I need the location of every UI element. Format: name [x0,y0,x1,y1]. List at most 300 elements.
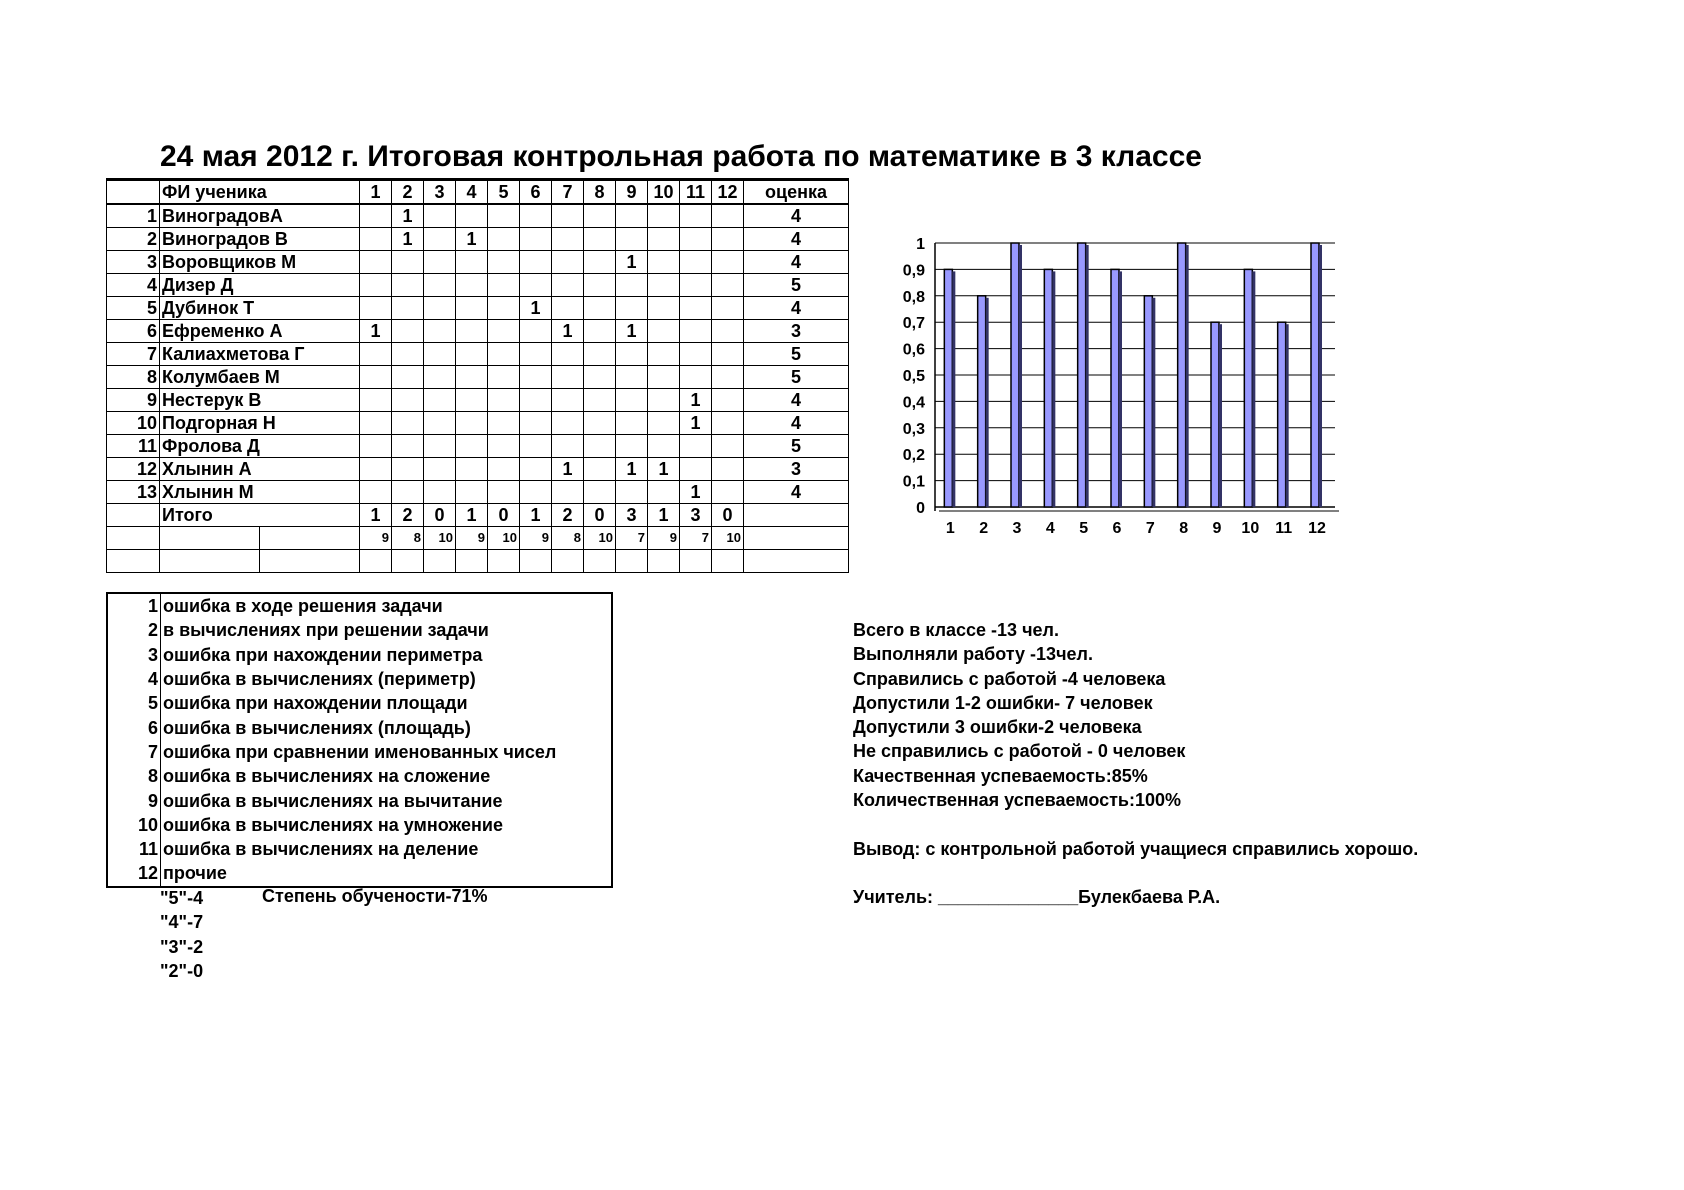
y-tick-label: 0,5 [902,368,925,385]
legend-item [107,764,612,788]
grade-2-count: "2"-0 [160,960,204,981]
bar-side [1152,298,1155,507]
header-grade-cell: оценка [744,180,849,205]
legend-item [107,593,612,618]
row-number: 2 [107,228,160,251]
row-number: 5 [107,297,160,320]
header-col-1: 1 [360,180,392,205]
y-tick-label: 0,6 [902,341,925,359]
error-mark [360,458,392,481]
legend-number: 10 [107,813,161,837]
legend-item [107,667,612,691]
teacher-signature: Учитель: ______________Булекбаева Р.А. [853,887,1221,908]
x-tick-label: 6 [1112,520,1122,537]
x-tick-label: 3 [1012,520,1022,537]
header-col-9: 9 [616,180,648,205]
error-mark [680,228,712,251]
bar [1311,243,1319,507]
student-grade: 5 [744,435,849,458]
error-mark [584,389,616,412]
error-mark [648,274,680,297]
error-mark [712,251,744,274]
error-mark: 1 [392,204,424,228]
page-title: 24 мая 2012 г. Итоговая контрольная работа по математике в 3 классе [160,140,1202,173]
error-mark [616,204,648,228]
total-value: 2 [392,504,424,527]
error-mark: 1 [552,320,584,343]
student-name: Фролова Д [160,435,360,458]
bar-side [1019,245,1022,507]
error-mark [488,435,520,458]
correct-grade-cell [744,527,849,550]
correct-value: 9 [360,527,392,550]
error-mark [712,412,744,435]
error-mark [424,481,456,504]
legend-item [107,861,612,886]
error-mark [392,343,424,366]
summary-stats [853,618,1418,910]
legend-number: 8 [107,764,161,788]
header-col-4: 4 [456,180,488,205]
row-number: 10 [107,412,160,435]
correct-value: 10 [424,527,456,550]
error-mark [392,274,424,297]
error-mark [616,389,648,412]
bar-side [986,298,989,507]
y-tick-label: 0,9 [902,262,925,280]
stat-quantity: Количественная успеваемость:100% [853,790,1182,811]
error-mark [520,458,552,481]
bar-side [1252,271,1255,507]
empty-cell [392,550,424,573]
error-mark [520,228,552,251]
error-mark [456,458,488,481]
legend-number: 5 [107,691,161,715]
totals-num-cell [107,504,160,527]
bar-chart [880,225,1350,545]
y-tick-label: 0,8 [902,288,925,306]
error-mark [488,366,520,389]
stat-3-errors: Допустили 3 ошибки-2 человека [853,717,1142,738]
error-mark [488,228,520,251]
bar-side [1086,245,1089,507]
correct-value: 9 [648,527,680,550]
error-mark: 1 [552,458,584,481]
correct-value: 7 [616,527,648,550]
student-name: ВиноградовА [160,204,360,228]
total-value: 1 [360,504,392,527]
legend-text: ошибка в вычислениях на сложение [163,766,491,787]
row-number: 11 [107,435,160,458]
correct-name2-cell [260,527,360,550]
error-mark: 1 [520,297,552,320]
empty-cell [107,550,160,573]
stat-spacer [853,812,1418,836]
error-mark [584,435,616,458]
error-mark [680,297,712,320]
table-row [107,458,849,481]
error-mark [648,435,680,458]
bar-side [1219,324,1222,507]
error-mark [488,320,520,343]
total-value: 2 [552,504,584,527]
x-tick-label: 11 [1275,520,1293,537]
legend-number: 6 [107,715,161,739]
error-mark [712,481,744,504]
legend-text: ошибка при сравнении именованных чисел [163,741,557,762]
stat-passed: Справились с работой -4 человека [853,668,1166,689]
empty-cell [520,550,552,573]
student-grade: 4 [744,204,849,228]
x-tick-label: 4 [1045,520,1055,537]
empty-cell [424,550,456,573]
bar [944,269,952,507]
error-mark [680,366,712,389]
error-mark [616,343,648,366]
error-mark [360,343,392,366]
error-mark [712,274,744,297]
error-mark [680,204,712,228]
error-mark [360,435,392,458]
error-mark [456,389,488,412]
error-mark: 1 [680,412,712,435]
error-mark [552,274,584,297]
x-tick-label: 10 [1241,520,1260,537]
header-col-12: 12 [712,180,744,205]
header-col-6: 6 [520,180,552,205]
header-num-cell [107,180,160,205]
error-mark [520,389,552,412]
error-mark [552,297,584,320]
header-col-3: 3 [424,180,456,205]
error-mark [648,320,680,343]
error-mark [456,366,488,389]
empty-cell [552,550,584,573]
error-mark [360,228,392,251]
error-mark [392,251,424,274]
error-mark: 1 [616,458,648,481]
legend-text: прочие [163,863,227,884]
error-mark [616,481,648,504]
error-mark [360,366,392,389]
error-mark [584,343,616,366]
error-mark [712,458,744,481]
error-mark [392,435,424,458]
empty-cell [712,550,744,573]
error-mark [712,366,744,389]
header-col-11: 11 [680,180,712,205]
error-mark [392,412,424,435]
row-number: 9 [107,389,160,412]
x-tick-label: 7 [1145,520,1155,537]
error-mark [360,481,392,504]
error-mark [552,435,584,458]
error-mark [392,366,424,389]
error-mark: 1 [648,458,680,481]
header-col-7: 7 [552,180,584,205]
stat-spacer-2 [853,861,1418,885]
bar [1078,243,1086,507]
error-mark [488,481,520,504]
error-mark [680,458,712,481]
total-value: 0 [488,504,520,527]
row-number: 1 [107,204,160,228]
table-row [107,343,849,366]
error-mark [488,204,520,228]
student-grade: 3 [744,458,849,481]
correct-value: 8 [552,527,584,550]
error-mark [648,228,680,251]
bar [1211,322,1219,507]
legend-number: 12 [107,861,161,886]
table-row [107,274,849,297]
legend-item [107,837,612,861]
y-tick-label: 0,1 [902,473,925,491]
y-tick-label: 0,4 [902,394,925,412]
error-mark [456,435,488,458]
conclusion: Вывод: с контрольной работой учащиеся справились хорошо. [853,838,1419,859]
correct-value: 10 [488,527,520,550]
total-value: 0 [584,504,616,527]
total-value: 1 [648,504,680,527]
student-name: Подгорная Н [160,412,360,435]
legend-text: ошибка в ходе решения задачи [163,596,443,617]
errors-table [106,178,849,573]
error-mark [360,251,392,274]
legend-item [107,691,612,715]
header-name-cell: ФИ ученика [160,180,360,205]
error-mark [488,251,520,274]
total-value: 1 [520,504,552,527]
table-row [107,251,849,274]
error-mark [584,204,616,228]
error-mark [360,274,392,297]
error-mark [456,320,488,343]
error-mark: 1 [680,481,712,504]
legend-text: ошибка при нахождении периметра [163,644,483,665]
error-mark [392,389,424,412]
student-name: Воровщиков М [160,251,360,274]
table-row [107,481,849,504]
error-mark [520,320,552,343]
student-name: Хлынин А [160,458,360,481]
error-mark [552,251,584,274]
student-name: Колумбаев М [160,366,360,389]
x-tick-label: 9 [1212,520,1222,537]
empty-row [107,550,849,573]
bar [1011,243,1019,507]
error-mark [680,320,712,343]
empty-cell [488,550,520,573]
student-grade: 4 [744,389,849,412]
error-mark [712,343,744,366]
error-mark [456,343,488,366]
error-mark [456,251,488,274]
student-name: Калиахметова Г [160,343,360,366]
correct-value: 9 [456,527,488,550]
error-mark [584,320,616,343]
table-row [107,204,849,228]
grade-5-count: "5"-4 [160,888,204,908]
error-mark [424,412,456,435]
bar [1144,296,1152,507]
error-mark [424,458,456,481]
correct-num-cell [107,527,160,550]
correct-value: 8 [392,527,424,550]
error-legend [106,592,613,888]
student-name: Виноградов В [160,228,360,251]
table-row [107,320,849,343]
error-mark [712,228,744,251]
student-grade: 4 [744,228,849,251]
error-mark [424,251,456,274]
row-number: 4 [107,274,160,297]
error-mark [488,412,520,435]
empty-cell [260,550,360,573]
stat-failed: Не справились с работой - 0 человек [853,741,1186,762]
correct-row [107,527,849,550]
bar [1178,243,1186,507]
error-mark [552,343,584,366]
error-mark [712,320,744,343]
empty-cell [648,550,680,573]
x-tick-label: 5 [1079,520,1089,537]
error-mark [424,228,456,251]
legend-text: ошибка в вычислениях (периметр) [163,669,476,690]
legend-number: 7 [107,740,161,764]
header-col-2: 2 [392,180,424,205]
student-grade: 3 [744,320,849,343]
empty-cell [616,550,648,573]
total-value: 0 [712,504,744,527]
error-mark [648,297,680,320]
error-mark [456,412,488,435]
table-row [107,228,849,251]
error-mark [360,297,392,320]
table-row [107,435,849,458]
bar-side [952,271,955,507]
error-mark [488,274,520,297]
error-mark [648,204,680,228]
correct-value: 7 [680,527,712,550]
error-mark [584,366,616,389]
error-mark [456,204,488,228]
stat-quality: Качественная успеваемость:85% [853,765,1148,786]
stat-performed: Выполняли работу -13чел. [853,644,1093,665]
total-value: 3 [680,504,712,527]
bar [1278,322,1286,507]
error-mark [392,320,424,343]
student-name: Дубинок Т [160,297,360,320]
student-grade: 5 [744,274,849,297]
error-mark [424,366,456,389]
error-mark: 1 [456,228,488,251]
bar-side [1119,271,1122,507]
error-mark [712,297,744,320]
error-mark [584,481,616,504]
header-col-5: 5 [488,180,520,205]
learning-degree: Степень обучености-71% [262,886,488,906]
totals-row [107,504,849,527]
error-mark [520,251,552,274]
error-mark [392,481,424,504]
error-mark [520,343,552,366]
error-mark [552,389,584,412]
error-mark [584,274,616,297]
total-value: 1 [456,504,488,527]
empty-cell [360,550,392,573]
row-number: 13 [107,481,160,504]
y-tick-label: 0,3 [902,420,925,438]
row-number: 12 [107,458,160,481]
student-name: Нестерук В [160,389,360,412]
error-mark [520,412,552,435]
empty-cell [160,550,260,573]
error-mark [520,274,552,297]
legend-item [107,740,612,764]
error-mark [616,435,648,458]
error-mark [488,297,520,320]
y-tick-label: 0,2 [902,447,925,465]
error-mark: 1 [392,228,424,251]
error-mark [648,481,680,504]
legend-number: 4 [107,667,161,691]
x-tick-label: 8 [1179,520,1189,537]
error-mark [584,228,616,251]
bar-side [1319,245,1322,507]
error-mark [552,204,584,228]
student-grade: 4 [744,251,849,274]
legend-item [107,618,612,642]
x-tick-label: 12 [1308,520,1326,537]
error-mark: 1 [360,320,392,343]
correct-name-cell [160,527,260,550]
error-mark [456,297,488,320]
error-mark [648,343,680,366]
y-tick-label: 1 [916,236,925,253]
error-mark [520,204,552,228]
table-row [107,389,849,412]
legend-number: 11 [107,837,161,861]
legend-item [107,813,612,837]
error-mark: 1 [616,320,648,343]
error-mark [520,481,552,504]
error-mark [712,204,744,228]
error-mark [616,366,648,389]
error-mark: 1 [616,251,648,274]
error-mark [488,458,520,481]
bar [1111,269,1119,507]
bar-side [1286,324,1289,507]
row-number: 7 [107,343,160,366]
error-mark [424,297,456,320]
totals-grade-cell [744,504,849,527]
student-grade: 4 [744,481,849,504]
stat-1-2-errors: Допустили 1-2 ошибки- 7 человек [853,692,1153,713]
error-mark [648,389,680,412]
x-tick-label: 2 [979,520,989,537]
total-value: 0 [424,504,456,527]
error-mark [552,228,584,251]
error-mark [424,389,456,412]
error-mark [456,274,488,297]
error-mark [552,412,584,435]
student-name: Дизер Д [160,274,360,297]
correct-value: 9 [520,527,552,550]
error-mark [584,297,616,320]
error-mark [616,228,648,251]
error-mark [424,320,456,343]
